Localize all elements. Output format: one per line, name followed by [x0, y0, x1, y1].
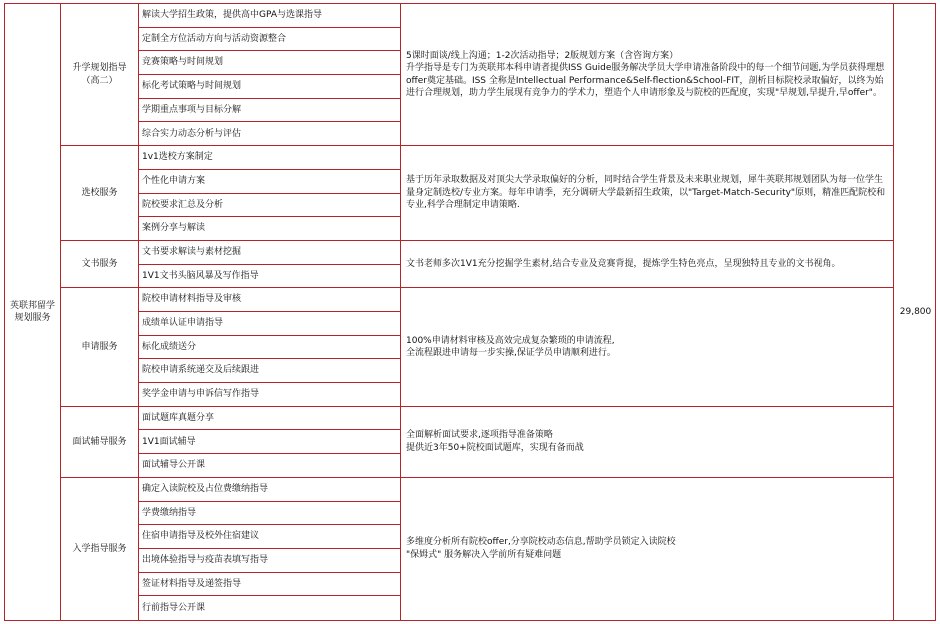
item-cell: 综合实力动态分析与评估 — [139, 122, 401, 146]
item-cell: 1V1文书头脑风暴及写作指导 — [139, 265, 401, 289]
item-cell: 个性化申请方案 — [139, 170, 401, 194]
description-line: 5课时面谈/线上沟通；1-2次活动指导；2版规划方案（含咨询方案） — [406, 50, 679, 61]
item-cell: 学期重点事项与目标分解 — [139, 99, 401, 123]
description-line: 多维度分析所有院校offer,分享院校动态信息,帮助学员锁定入读院校 — [406, 537, 676, 548]
item-cell: 标化成绩送分 — [139, 336, 401, 360]
item-cell: 1v1选校方案制定 — [139, 146, 401, 170]
item-cell: 出境体验指导与疫苗表填写指导 — [139, 549, 401, 573]
item-cell: 行前指导公开课 — [139, 596, 401, 620]
category-cell: 入学指导服务 — [61, 478, 139, 620]
description-cell — [401, 4, 894, 146]
item-cell: 院校申请系统递交及后续跟进 — [139, 359, 401, 383]
item-cell: 竞赛策略与时间规划 — [139, 51, 401, 75]
description-line: 全流程跟进申请每一步实操,保证学员申请顺利进行。 — [406, 348, 616, 359]
item-cell: 标化考试策略与时间规划 — [139, 75, 401, 99]
description-cell — [401, 241, 894, 288]
category-cell: 申请服务 — [61, 288, 139, 406]
description-cell — [401, 407, 894, 478]
item-cell: 面试辅导公开课 — [139, 454, 401, 478]
brand-cell: 英联邦留学规划服务 — [5, 4, 61, 620]
item-cell: 案例分享与解读 — [139, 217, 401, 241]
description-line: "保姆式" 服务解决入学前所有疑难问题 — [406, 549, 562, 560]
item-cell: 学费缴纳指导 — [139, 502, 401, 526]
item-cell: 奖学金申请与申诉信写作指导 — [139, 383, 401, 407]
category-cell: 面试辅导服务 — [61, 407, 139, 478]
item-cell: 文书要求解读与素材挖掘 — [139, 241, 401, 265]
service-table — [4, 3, 936, 621]
item-cell: 签证材料指导及递签指导 — [139, 573, 401, 597]
item-cell: 解读大学招生政策，提供高中GPA与选课指导 — [139, 4, 401, 28]
item-cell: 成绩单认证申请指导 — [139, 312, 401, 336]
category-cell: 文书服务 — [61, 241, 139, 288]
description-line: 升学指导是专门为英联邦本科申请者提供ISS Guide服务解决学员大学申请准备阶段中的每一个细节问题,为学员获得理想offer奠定基础。ISS 全称是Intellectual Performance&Self-flection&School-FIT，剖析目标院校录取偏好，以终为始进行合理规划，助力学生展现有竞争力的学术力，塑造个人申请形象及与院校的匹配度，实现"早规划,早提升,早offer"。 — [406, 63, 885, 99]
item-cell: 面试题库真题分享 — [139, 407, 401, 431]
price-cell: 29,800 — [899, 306, 932, 317]
description-line: 100%申请材料审核及高效完成复杂繁琐的申请流程, — [406, 335, 615, 346]
description-cell — [401, 146, 894, 241]
item-cell: 院校申请材料指导及审核 — [139, 288, 401, 312]
description-line: 基于历年录取数据及对顶尖大学录取偏好的分析，同时结合学生背景及未来职业规划，犀牛英联邦规划团队为每一位学生量身定制选校/专业方案。每年申请季，充分调研大学最新招生政策，以"Target-Match-Security"原则，精准匹配院校和专业,科学合理制定申请策略. — [406, 175, 886, 211]
description-line: 全面解析面试要求,逐项指导准备策略 — [406, 430, 553, 441]
item-cell: 住宿申请指导及校外住宿建议 — [139, 525, 401, 549]
category-cell: 选校服务 — [61, 146, 139, 241]
description-cell — [401, 288, 894, 406]
category-cell: 升学规划指导（高二） — [61, 4, 139, 146]
description-line: 文书老师多次1V1充分挖掘学生素材,结合专业及竞赛背提，提炼学生特色亮点，呈现独特且专业的文书视角。 — [406, 258, 841, 269]
item-cell: 确定入读院校及占位费缴纳指导 — [139, 478, 401, 502]
description-line: 提供近3年50+院校面试题库，实现有备而战 — [406, 442, 584, 453]
item-cell: 1V1面试辅导 — [139, 430, 401, 454]
item-cell: 定制全方位活动方向与活动资源整合 — [139, 28, 401, 52]
description-cell — [401, 478, 894, 620]
item-cell: 院校要求汇总及分析 — [139, 194, 401, 218]
